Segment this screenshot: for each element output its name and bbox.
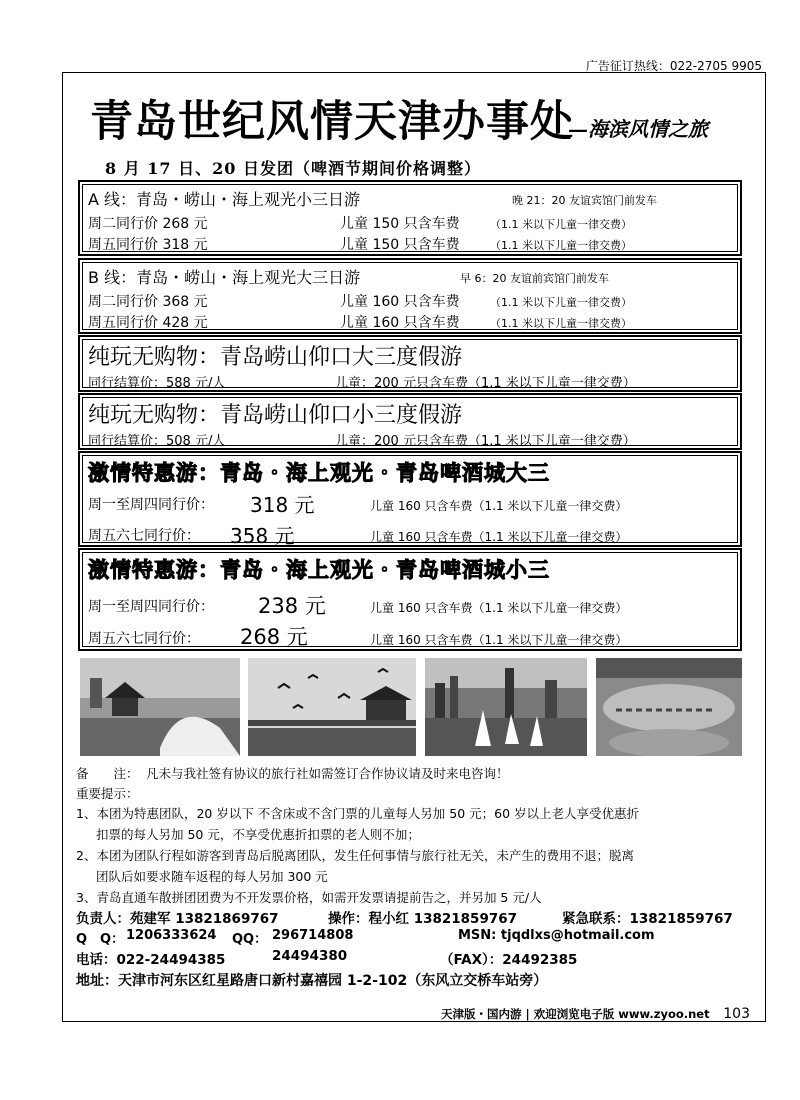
special-small-heading: 激情特惠游：青岛・海上观光・青岛啤酒城小三 (88, 558, 550, 582)
note-2-cont: 团队后如要求随车返程的每人另加 300 元 (96, 869, 328, 884)
qq2-label: QQ： (232, 932, 268, 947)
pure-small-price: 同行结算价：508 元/人 (88, 434, 226, 449)
route-a-box (78, 180, 742, 256)
route-a-child-note-1: （1.1 米以下儿童一律交费） (490, 218, 632, 231)
qq-number: 1206333624 (126, 928, 217, 943)
phone: 电话：022-24494385 (76, 952, 226, 968)
photo-pavilion (80, 658, 240, 756)
special-big-child-1: 儿童 160 只含车费（1.1 米以下儿童一律交费） (370, 499, 628, 513)
route-a-child-1: 儿童 150 只含车费 (340, 216, 460, 232)
contact-emergency: 紧急联系：13821859767 (562, 911, 733, 927)
pure-big-child: 儿童：200 元只含车费（1.1 米以下儿童一律交费） (335, 376, 636, 391)
special-small-child-1: 儿童 160 只含车费（1.1 米以下儿童一律交费） (370, 601, 628, 615)
route-b-price-1: 周二同行价 368 元 (88, 294, 208, 310)
special-big-box (78, 451, 742, 547)
route-b-note: 早 6：20 友谊前宾馆门前发车 (460, 272, 609, 285)
pure-big-heading: 纯玩无购物：青岛崂山仰口大三度假游 (88, 345, 463, 370)
route-a-child-note-2: （1.1 米以下儿童一律交费） (490, 239, 632, 252)
pure-small-heading: 纯玩无购物：青岛崂山仰口小三度假游 (88, 403, 463, 428)
address: 地址：天津市河东区红星路唐口新村嘉禧园 1-2-102（东风立交桥车站旁） (76, 973, 548, 989)
pure-small-box (78, 393, 742, 450)
footer-text[interactable]: 天津版・国内游 | 欢迎浏览电子版 www.zyoo.net (441, 1007, 710, 1021)
route-a-note: 晚 21：20 友谊宾馆门前发车 (512, 194, 657, 207)
special-big-label-2: 周五六七同行价： (88, 528, 200, 544)
special-big-price-2: 358 元 (230, 524, 295, 548)
special-small-label-1: 周一至周四同行价： (88, 599, 214, 615)
important-heading: 重要提示： (76, 786, 139, 801)
note-1-cont: 扣票的每人另加 50 元，不享受优惠折扣票的老人则不加； (96, 827, 420, 842)
photo-sailboats (425, 658, 587, 756)
contact-manager: 负责人：苑建军 13821869767 (76, 911, 279, 927)
route-b-price-2: 周五同行价 428 元 (88, 315, 208, 331)
special-big-price-1: 318 元 (250, 493, 315, 517)
msn[interactable]: MSN: tjqdlxs@hotmail.com (458, 928, 655, 943)
special-small-box (78, 548, 742, 651)
phone-2: 24494380 (272, 948, 348, 964)
route-a-price-1: 周二同行价 268 元 (88, 216, 208, 232)
route-b-name: B 线：青岛・崂山・海上观光大三日游 (88, 268, 361, 287)
route-a-child-2: 儿童 150 只含车费 (340, 237, 460, 253)
special-small-price-1: 238 元 (258, 594, 326, 618)
special-small-price-2: 268 元 (240, 625, 308, 649)
route-b-child-note-2: （1.1 米以下儿童一律交费） (490, 317, 632, 330)
pure-big-box (78, 335, 742, 392)
photo-rock-carving (596, 658, 742, 756)
special-small-child-2: 儿童 160 只含车费（1.1 米以下儿童一律交费） (370, 633, 628, 647)
route-b-box (78, 258, 742, 334)
note-3: 3、青岛直通车散拼团团费为不开发票价格，如需开发票请提前告之，并另加 5 元/人 (76, 890, 542, 905)
route-a-price-2: 周五同行价 318 元 (88, 237, 208, 253)
contact-operator: 操作：程小红 13821859767 (328, 911, 518, 927)
footer (441, 1006, 750, 1022)
photo-seagulls (248, 658, 416, 756)
route-b-child-2: 儿童 160 只含车费 (340, 315, 460, 331)
remark-label: 备 注： (76, 766, 139, 781)
ad-hotline: 广告征订热线：022-2705 9905 (585, 59, 762, 73)
fax: （FAX）：24492385 (440, 952, 578, 968)
route-b-child-1: 儿童 160 只含车费 (340, 294, 460, 310)
page-number: 103 (723, 1006, 750, 1022)
remark-text: 凡未与我社签有协议的旅行社如需签订合作协议请及时来电咨询！ (146, 766, 509, 781)
pure-small-child: 儿童：200 元只含车费（1.1 米以下儿童一律交费） (335, 434, 636, 449)
route-a-name: A 线：青岛・崂山・海上观光小三日游 (88, 190, 361, 209)
page-subtitle: —海滨风情之旅 (568, 117, 708, 141)
special-big-heading: 激情特惠游：青岛・海上观光・青岛啤酒城大三 (88, 461, 550, 485)
qq-label: Q Q： (76, 932, 125, 947)
special-small-label-2: 周五六七同行价： (88, 631, 200, 647)
pure-big-price: 同行结算价：588 元/人 (88, 376, 226, 391)
note-1: 1、本团为特惠团队，20 岁以下 不含床或不含门票的儿童每人另加 50 元；60 岁以上老人享受优惠折 (76, 806, 640, 821)
note-2: 2、本团为团队行程如游客到青岛后脱离团队，发生任何事情与旅行社无关，未产生的费用不退；脱离 (76, 848, 634, 863)
page-title: 青岛世纪风情天津办事处 (90, 97, 574, 147)
route-b-child-note-1: （1.1 米以下儿童一律交费） (490, 296, 632, 309)
departure-dates: 8 月 17 日、20 日发团（啤酒节期间价格调整） (105, 159, 481, 178)
special-big-child-2: 儿童 160 只含车费（1.1 米以下儿童一律交费） (370, 530, 628, 544)
special-big-label-1: 周一至周四同行价： (88, 497, 214, 513)
qq2-number: 296714808 (272, 928, 354, 943)
